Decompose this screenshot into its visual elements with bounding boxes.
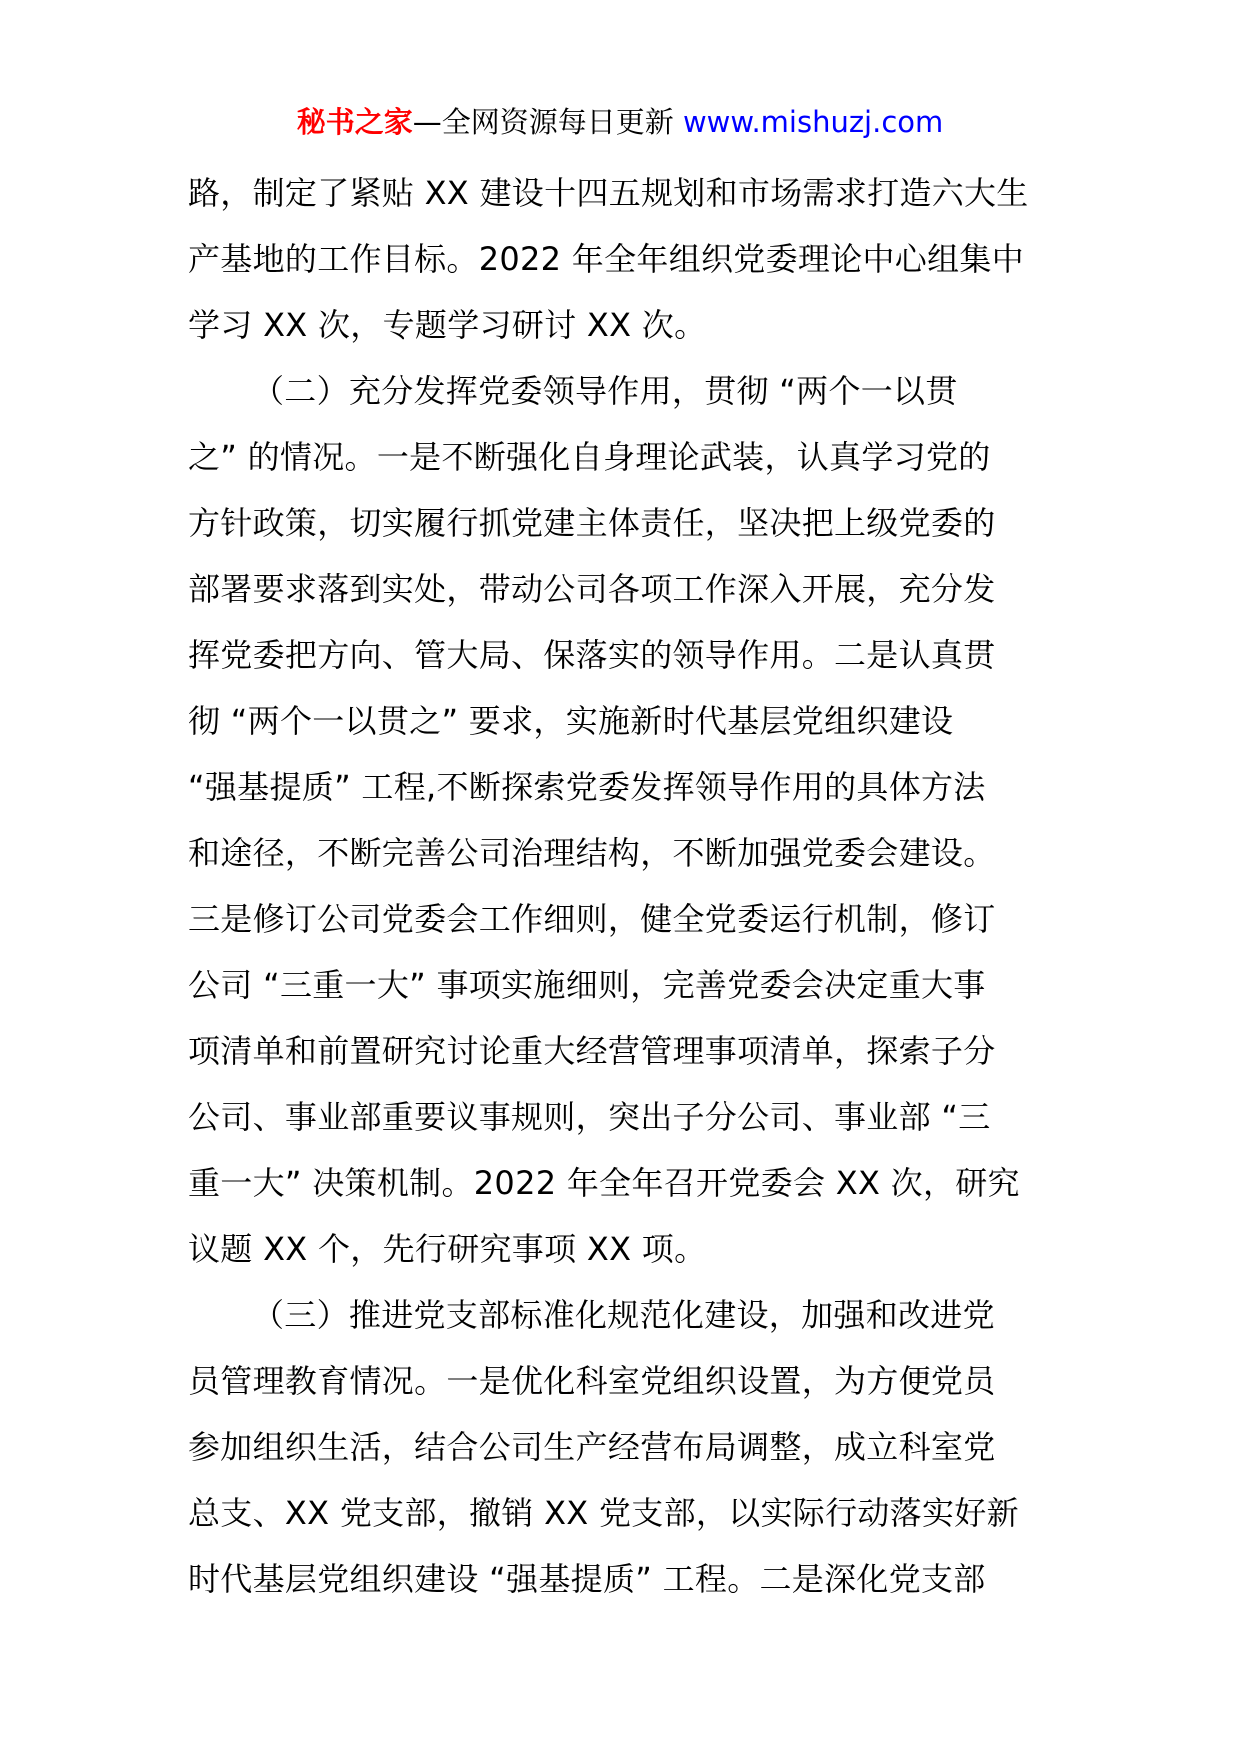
text-line: 之” 的情况。一是不断强化自身理论武装，认真学习党的 [188,438,991,476]
text-line: 项清单和前置研究讨论重大经营管理事项清单，探索子分 [188,1032,996,1070]
page-header [0,102,1240,142]
text-line: 产基地的工作目标。2022 年全年组织党委理论中心组集中 [188,240,1025,278]
text-line: 员管理教育情况。一是优化科室党组织设置，为方便党员 [188,1362,996,1400]
header-site-link[interactable]: www.mishuzj.com [682,105,944,139]
text-line: 彻 “两个一以贯之” 要求，实施新时代基层党组织建设 [188,702,954,740]
section-heading-line: （二）充分发挥党委领导作用，贯彻 “两个一以贯 [252,372,958,410]
text-line: 总支、XX 党支部，撤销 XX 党支部，以实际行动落实好新 [188,1494,1019,1532]
document-body [188,160,1052,1612]
text-line: 和途径，不断完善公司治理结构，不断加强党委会建设。 [188,834,996,872]
text-line: 路，制定了紧贴 XX 建设十四五规划和市场需求打造六大生 [188,174,1029,212]
section-heading-line: （三）推进党支部标准化规范化建设，加强和改进党 [252,1296,995,1334]
text-line: 学习 XX 次，专题学习研讨 XX 次。 [188,306,707,344]
text-line: 公司、事业部重要议事规则，突出子分公司、事业部 “三 [188,1098,991,1136]
text-line: 三是修订公司党委会工作细则，健全党委运行机制，修订 [188,900,996,938]
header-slogan: —全网资源每日更新 [412,105,683,139]
text-line: 方针政策，切实履行抓党建主体责任，坚决把上级党委的 [188,504,996,542]
text-line: 部署要求落到实处，带动公司各项工作深入开展，充分发 [188,570,996,608]
header-brand: 秘书之家 [296,105,413,139]
text-line: 时代基层党组织建设 “强基提质” 工程。二是深化党支部 [188,1560,986,1598]
text-line: “强基提质” 工程,不断探索党委发挥领导作用的具体方法 [188,768,986,806]
text-line: 挥党委把方向、管大局、保落实的领导作用。二是认真贯 [188,636,996,674]
text-line: 公司 “三重一大” 事项实施细则，完善党委会决定重大事 [188,966,986,1004]
text-line: 重一大” 决策机制。2022 年全年召开党委会 XX 次，研究 [188,1164,1020,1202]
text-line: 议题 XX 个，先行研究事项 XX 项。 [188,1230,707,1268]
text-line: 参加组织生活，结合公司生产经营布局调整，成立科室党 [188,1428,996,1466]
